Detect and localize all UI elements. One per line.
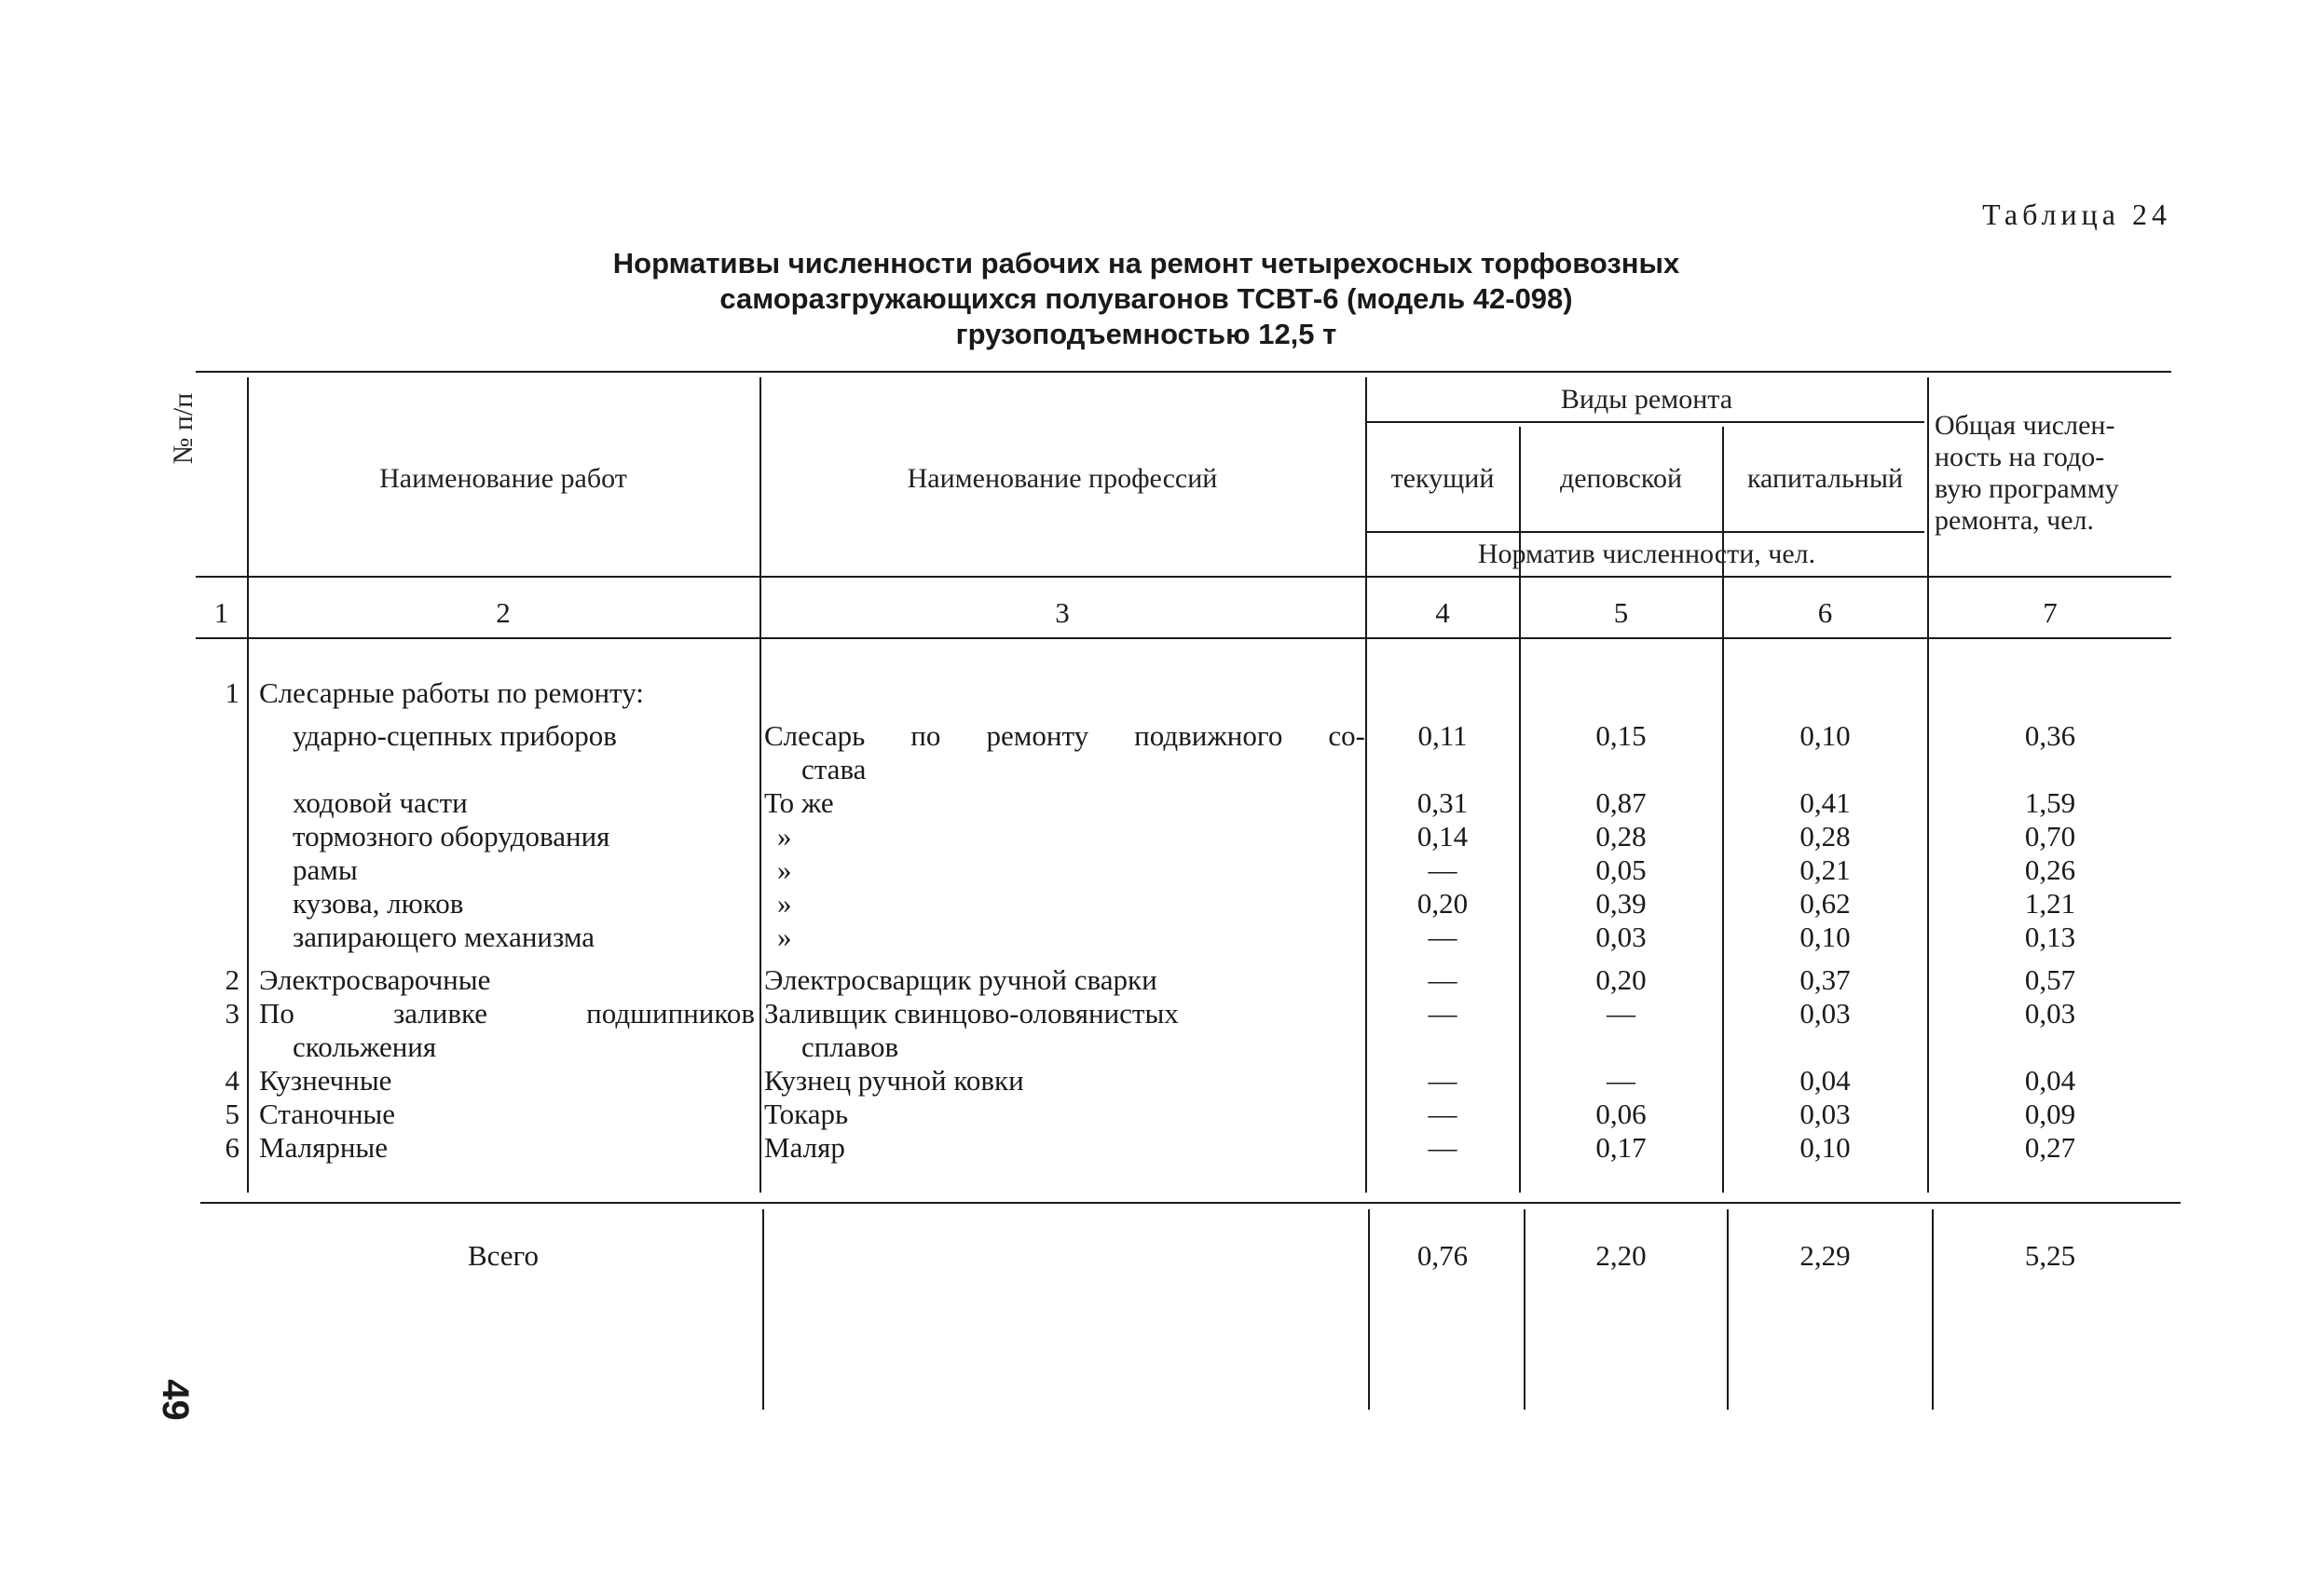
row-work: рамы bbox=[293, 853, 358, 886]
row-total: 0,70 bbox=[2024, 820, 2076, 853]
total-current: 0,76 bbox=[1416, 1239, 1469, 1272]
row-current: — bbox=[1428, 921, 1457, 953]
vline-total-2 bbox=[762, 1209, 764, 1410]
row-total: 0,26 bbox=[2024, 853, 2076, 886]
colnum-7: 7 bbox=[2043, 596, 2058, 629]
row-total: 1,59 bbox=[2024, 786, 2076, 819]
row-current: 0,31 bbox=[1416, 786, 1469, 819]
row-depot: 0,05 bbox=[1595, 853, 1647, 886]
colnum-5: 5 bbox=[1613, 596, 1629, 629]
row-capital: 0,21 bbox=[1799, 853, 1851, 886]
row-current: — bbox=[1428, 963, 1457, 996]
row-num: 4 bbox=[225, 1064, 239, 1097]
row-capital: 0,62 bbox=[1799, 887, 1851, 920]
row-current: 0,14 bbox=[1416, 820, 1469, 853]
header-total-line-4: ремонта, чел. bbox=[1935, 505, 2095, 536]
rule-top bbox=[196, 371, 2171, 373]
row-work: тормозного оборудования bbox=[293, 820, 610, 853]
row-current: — bbox=[1428, 1064, 1457, 1097]
header-depot: деповской bbox=[1559, 463, 1683, 494]
header-total bbox=[1935, 410, 2177, 537]
row-work: Кузнечные bbox=[259, 1064, 392, 1097]
row-work: Электросварочные bbox=[259, 963, 491, 996]
header-norm: Норматив численности, чел. bbox=[1477, 539, 1816, 569]
row-total: 0,57 bbox=[2024, 963, 2076, 996]
row-depot: 0,17 bbox=[1595, 1131, 1647, 1164]
row-capital: 0,04 bbox=[1799, 1064, 1851, 1097]
rule-body-bottom bbox=[200, 1202, 2181, 1204]
row-current: 0,11 bbox=[1417, 719, 1468, 752]
row-depot: 0,15 bbox=[1595, 719, 1647, 752]
total-capital: 2,29 bbox=[1799, 1239, 1851, 1272]
row-work: запирающего механизма bbox=[293, 921, 595, 953]
row-current: 0,20 bbox=[1416, 887, 1469, 920]
row-work: Слесарные работы по ремонту: bbox=[259, 676, 644, 709]
row-num: 2 bbox=[225, 963, 239, 996]
row-depot: 0,39 bbox=[1595, 887, 1647, 920]
row-profession: » bbox=[777, 887, 792, 920]
row-current: — bbox=[1428, 1098, 1457, 1130]
row-capital: 0,10 bbox=[1799, 1131, 1851, 1164]
row-profession: Маляр bbox=[764, 1131, 845, 1164]
row-capital: 0,10 bbox=[1799, 921, 1851, 953]
row-depot: — bbox=[1607, 1064, 1635, 1097]
row-total: 1,21 bbox=[2024, 887, 2076, 920]
row-depot: — bbox=[1607, 997, 1635, 1030]
row-current: — bbox=[1428, 1131, 1457, 1164]
row-profession: Заливщик свинцово-оловянистых bbox=[764, 997, 1179, 1030]
row-profession: То же bbox=[764, 786, 834, 819]
colnum-4: 4 bbox=[1435, 596, 1450, 629]
row-depot: 0,20 bbox=[1595, 963, 1647, 996]
row-num: 6 bbox=[225, 1131, 239, 1164]
row-profession: Слесарь по ремонту подвижного со- bbox=[764, 719, 1365, 752]
total-label: Всего bbox=[467, 1239, 540, 1272]
row-total: 0,04 bbox=[2024, 1064, 2076, 1097]
rule-repair-types bbox=[1365, 421, 1924, 423]
row-total: 0,03 bbox=[2024, 997, 2076, 1030]
rule-norm bbox=[1365, 531, 1924, 533]
row-capital: 0,41 bbox=[1799, 786, 1851, 819]
row-work: кузова, люков bbox=[293, 887, 464, 920]
row-profession: сплавов bbox=[801, 1030, 899, 1063]
colnum-2: 2 bbox=[496, 596, 511, 629]
row-profession: става bbox=[801, 753, 867, 785]
colnum-6: 6 bbox=[1817, 596, 1833, 629]
rule-header-bottom bbox=[196, 576, 2171, 578]
row-profession: » bbox=[777, 820, 792, 853]
row-profession: » bbox=[777, 921, 792, 953]
header-total-line-1: Общая числен- bbox=[1935, 410, 2115, 441]
title-line-2: саморазгружающихся полувагонов ТСВТ-6 (модель 42-098) bbox=[719, 282, 1573, 315]
row-capital: 0,03 bbox=[1799, 1098, 1851, 1130]
row-current: — bbox=[1428, 997, 1457, 1030]
row-work: скольжения bbox=[293, 1030, 437, 1063]
row-current: — bbox=[1428, 853, 1457, 886]
row-total: 0,09 bbox=[2024, 1098, 2076, 1130]
row-depot: 0,87 bbox=[1595, 786, 1647, 819]
vline-1 bbox=[247, 377, 249, 1193]
header-total-line-3: вую программу bbox=[1935, 473, 2119, 504]
row-capital: 0,03 bbox=[1799, 997, 1851, 1030]
total-overall: 5,25 bbox=[2024, 1239, 2076, 1272]
row-total: 0,27 bbox=[2024, 1131, 2076, 1164]
vline-2 bbox=[759, 377, 761, 1193]
row-total: 0,36 bbox=[2024, 719, 2076, 752]
row-capital: 0,10 bbox=[1799, 719, 1851, 752]
row-profession: » bbox=[777, 853, 792, 886]
row-depot: 0,03 bbox=[1595, 921, 1647, 953]
rule-colnums-bottom bbox=[196, 637, 2171, 639]
header-capital: капитальный bbox=[1746, 463, 1904, 494]
row-capital: 0,28 bbox=[1799, 820, 1851, 853]
row-profession: Кузнец ручной ковки bbox=[764, 1064, 1024, 1097]
header-profession: Наименование профессий bbox=[907, 463, 1218, 494]
header-repair-types: Виды ремонта bbox=[1560, 384, 1733, 415]
total-depot: 2,20 bbox=[1595, 1239, 1647, 1272]
row-num: 3 bbox=[225, 997, 239, 1030]
row-work: ходовой части bbox=[293, 786, 468, 819]
row-capital: 0,37 bbox=[1799, 963, 1851, 996]
row-depot: 0,28 bbox=[1595, 820, 1647, 853]
header-total-line-2: ность на годо- bbox=[1935, 442, 2105, 472]
row-total: 0,13 bbox=[2024, 921, 2076, 953]
row-work: ударно-сцепных приборов bbox=[293, 719, 617, 752]
table-label: Таблица 24 bbox=[1982, 198, 2171, 231]
colnum-1: 1 bbox=[213, 596, 229, 629]
header-current: текущий bbox=[1390, 463, 1495, 494]
row-work: Станочные bbox=[259, 1098, 396, 1130]
header-work: Наименование работ bbox=[379, 463, 627, 494]
row-profession: Электросварщик ручной сварки bbox=[764, 963, 1157, 996]
table-title bbox=[522, 246, 1771, 352]
colnum-3: 3 bbox=[1055, 596, 1070, 629]
row-num: 1 bbox=[225, 676, 239, 709]
header-num: № п/п bbox=[168, 392, 198, 465]
row-depot: 0,06 bbox=[1595, 1098, 1647, 1130]
row-num: 5 bbox=[225, 1098, 239, 1130]
row-work: По заливке подшипников bbox=[259, 997, 755, 1030]
title-line-1: Нормативы численности рабочих на ремонт четырехосных торфовозных bbox=[612, 247, 1680, 280]
title-line-3: грузоподъемностью 12,5 т bbox=[955, 318, 1337, 350]
page-number: 49 bbox=[154, 1379, 196, 1421]
row-work: Малярные bbox=[259, 1131, 389, 1164]
row-profession: Токарь bbox=[764, 1098, 849, 1130]
